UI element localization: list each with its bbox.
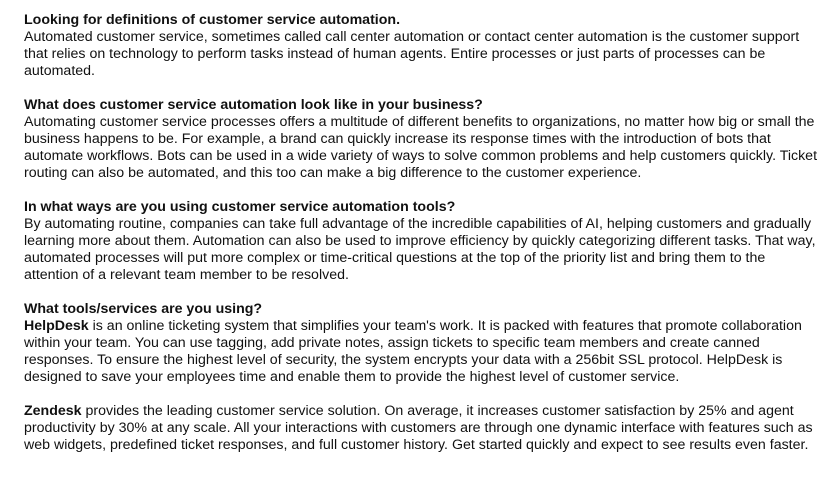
- helpdesk-description: is an online ticketing system that simplifies your team's work. It is packed with features that promote collaboration within your team. You can use tagging, add private notes, assign tickets to specific team members and create canned responses. To ensure the highest level of security, the system encrypts your data with a 256bit SSL protocol. HelpDesk is designed to save your employees time and enable them to provide the highest level of customer service.: [24, 318, 802, 385]
- zendesk-description: provides the leading customer service solution. On average, it increases customer satisfaction by 25% and agent productivity by 30% at any scale. All your interactions with customers are through one dynamic interface with features such as web widgets, predefined ticket responses, and full customer history. Get started quickly and expect to see results even faster.: [24, 403, 813, 453]
- section-zendesk: [24, 403, 820, 454]
- section-heading: Looking for definitions of customer service automation.: [24, 12, 401, 28]
- section-heading: What tools/services are you using?: [24, 301, 263, 317]
- section-body: Automating customer service processes offers a multitude of different benefits to organizations, no matter how big or small the business happens to be. For example, a brand can quickly increase its response times with the introduction of bots that automate workflows. Bots can be used in a wide variety of ways to solve common problems and help customers quickly. Ticket routing can also be automated, and this too can make a big difference to the customer experience.: [24, 114, 818, 181]
- brand-helpdesk: HelpDesk: [24, 318, 89, 334]
- section-body: [24, 403, 820, 454]
- section-tools: [24, 301, 820, 386]
- section-body: By automating routine, companies can take full advantage of the incredible capabilities of AI, helping customers and gradually learning more about them. Automation can also be used to improve efficiency by quickly categorizing different tasks. That way, automated processes will put more complex or time-critical questions at the top of the priority list and bring them to the attention of a relevant team member to be resolved.: [24, 216, 816, 283]
- section-heading: What does customer service automation look like in your business?: [24, 97, 483, 113]
- section-business-look: [24, 97, 820, 182]
- brand-zendesk: Zendesk: [24, 403, 82, 419]
- section-body: Automated customer service, sometimes called call center automation or contact center automation is the customer support that relies on technology to perform tasks instead of human agents. Entire processes or just parts of processes can be automated.: [24, 29, 800, 79]
- section-definitions: [24, 12, 820, 80]
- section-usage-ways: [24, 199, 820, 284]
- section-body: [24, 318, 820, 386]
- section-heading: In what ways are you using customer service automation tools?: [24, 199, 456, 215]
